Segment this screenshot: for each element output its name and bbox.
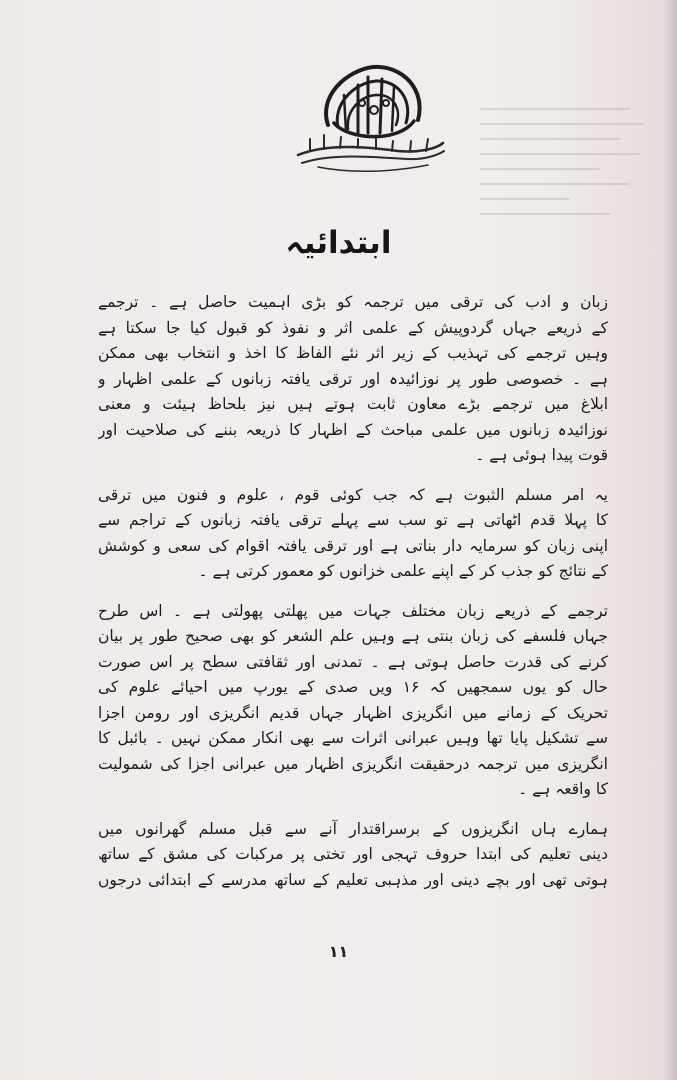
text-line: سے تشکیل پایا تھا وہیں عبرانی اثرات سے بھی انکار ممکن نہیں ۔ بائبل کا: [98, 729, 608, 747]
text-line: نوزائیدہ زبانوں میں علمی مباحث کے اظہار کا ذریعہ بننے کی صلاحیت اور: [98, 420, 608, 439]
text-line: ابلاغ میں ترجمے بڑے معاون ثابت ہوتے ہیں نیز بلحاظ ہیئت و معنی: [98, 395, 608, 413]
text-line: جہاں فلسفے کی زبان بنتی ہے وہیں علم الشعر کو بھی صحیح طور پر بیان: [98, 627, 608, 645]
text-line: ہمارے ہاں انگریزوں کے برسراقتدار آنے سے قبل مسلم گھرانوں میں: [98, 819, 608, 838]
text-line: قوت پیدا ہوئی ہے ۔: [475, 446, 608, 464]
text-line: وہیں ترجمے کی تہذیب کے زیر اثر نئے الفاظ کا اخذ و انتخاب بھی ممکن: [98, 344, 608, 362]
text-line: دینی تعلیم کی ابتدا حروف تہجی اور تختی پر مرکبات کی مشق کے ساتھ: [98, 845, 608, 863]
paragraph-1: [98, 290, 608, 469]
bismillah-calligraphy-emblem: [288, 55, 448, 185]
paragraph-3: [98, 599, 608, 803]
page-number: ۱۱: [328, 942, 349, 961]
text-line: انگریزی میں ترجمہ درحقیقت انگریزی اظہار میں عبرانی اجزا کی شمولیت: [98, 754, 608, 773]
paragraph-2: [98, 483, 608, 585]
text-line: تحریک کے زمانے میں انگریزی اظہار جہاں قدیم انگریزی اور رومن اجزا: [98, 703, 608, 722]
calligraphy-bismillah-swirl: [326, 67, 420, 137]
text-line: یہ امر مسلم الثبوت ہے کہ جب کوئی قوم ، علوم و فنون میں ترقی: [98, 485, 608, 504]
chapter-title: ابتدائیہ: [285, 225, 392, 261]
text-line: اپنی زبان کو سرمایہ دار بناتی ہے اور ترقی یافتہ اقوام کی سعی و کوشش: [98, 536, 608, 555]
paragraph-4: [98, 817, 608, 894]
body-text: [98, 290, 608, 907]
text-line: حال کو یوں سمجھیں کہ ۱۶ ویں صدی کے یورپ میں احیائے علوم کی: [98, 678, 608, 696]
calligraphy-salutation-line: [298, 135, 444, 171]
text-line: کے ذریعے جہاں گردوپیش کے علمی اثر و نفوذ کو قبول کیا جا سکتا ہے: [98, 318, 608, 337]
text-line: ہوتی تھی اور بچے دینی اور مذہبی تعلیم کے ساتھ مدرسے کے ابتدائی درجوں: [98, 870, 608, 889]
text-line: کا پہلا قدم اٹھاتی ہے تو سب سے پہلے ترقی یافتہ زبانوں کے تراجم سے: [98, 511, 608, 529]
page-edge-shadow: [663, 0, 677, 1080]
text-line: ہے ۔ خصوصی طور پر نوزائیدہ اور ترقی یافتہ زبانوں کے علمی اظہار و: [98, 369, 608, 388]
text-line: زبان و ادب کی ترقی میں ترجمہ کو بڑی اہمیت حاصل ہے ۔ ترجمے: [98, 293, 608, 311]
text-line: کے نتائج کو جذب کر کے اپنے علمی خزانوں کو معمور کرتی ہے ۔: [198, 562, 608, 580]
text-line: ترجمے کے ذریعے زبان مختلف جہات میں پھلتی پھولتی ہے ۔ اس طرح: [98, 601, 608, 620]
text-line: کرنے کی قدرت حاصل ہوتی ہے ۔ تمدنی اور ثقافتی سطح پر اس صورت: [98, 652, 608, 671]
text-line: کا واقعہ ہے ۔: [518, 780, 608, 798]
